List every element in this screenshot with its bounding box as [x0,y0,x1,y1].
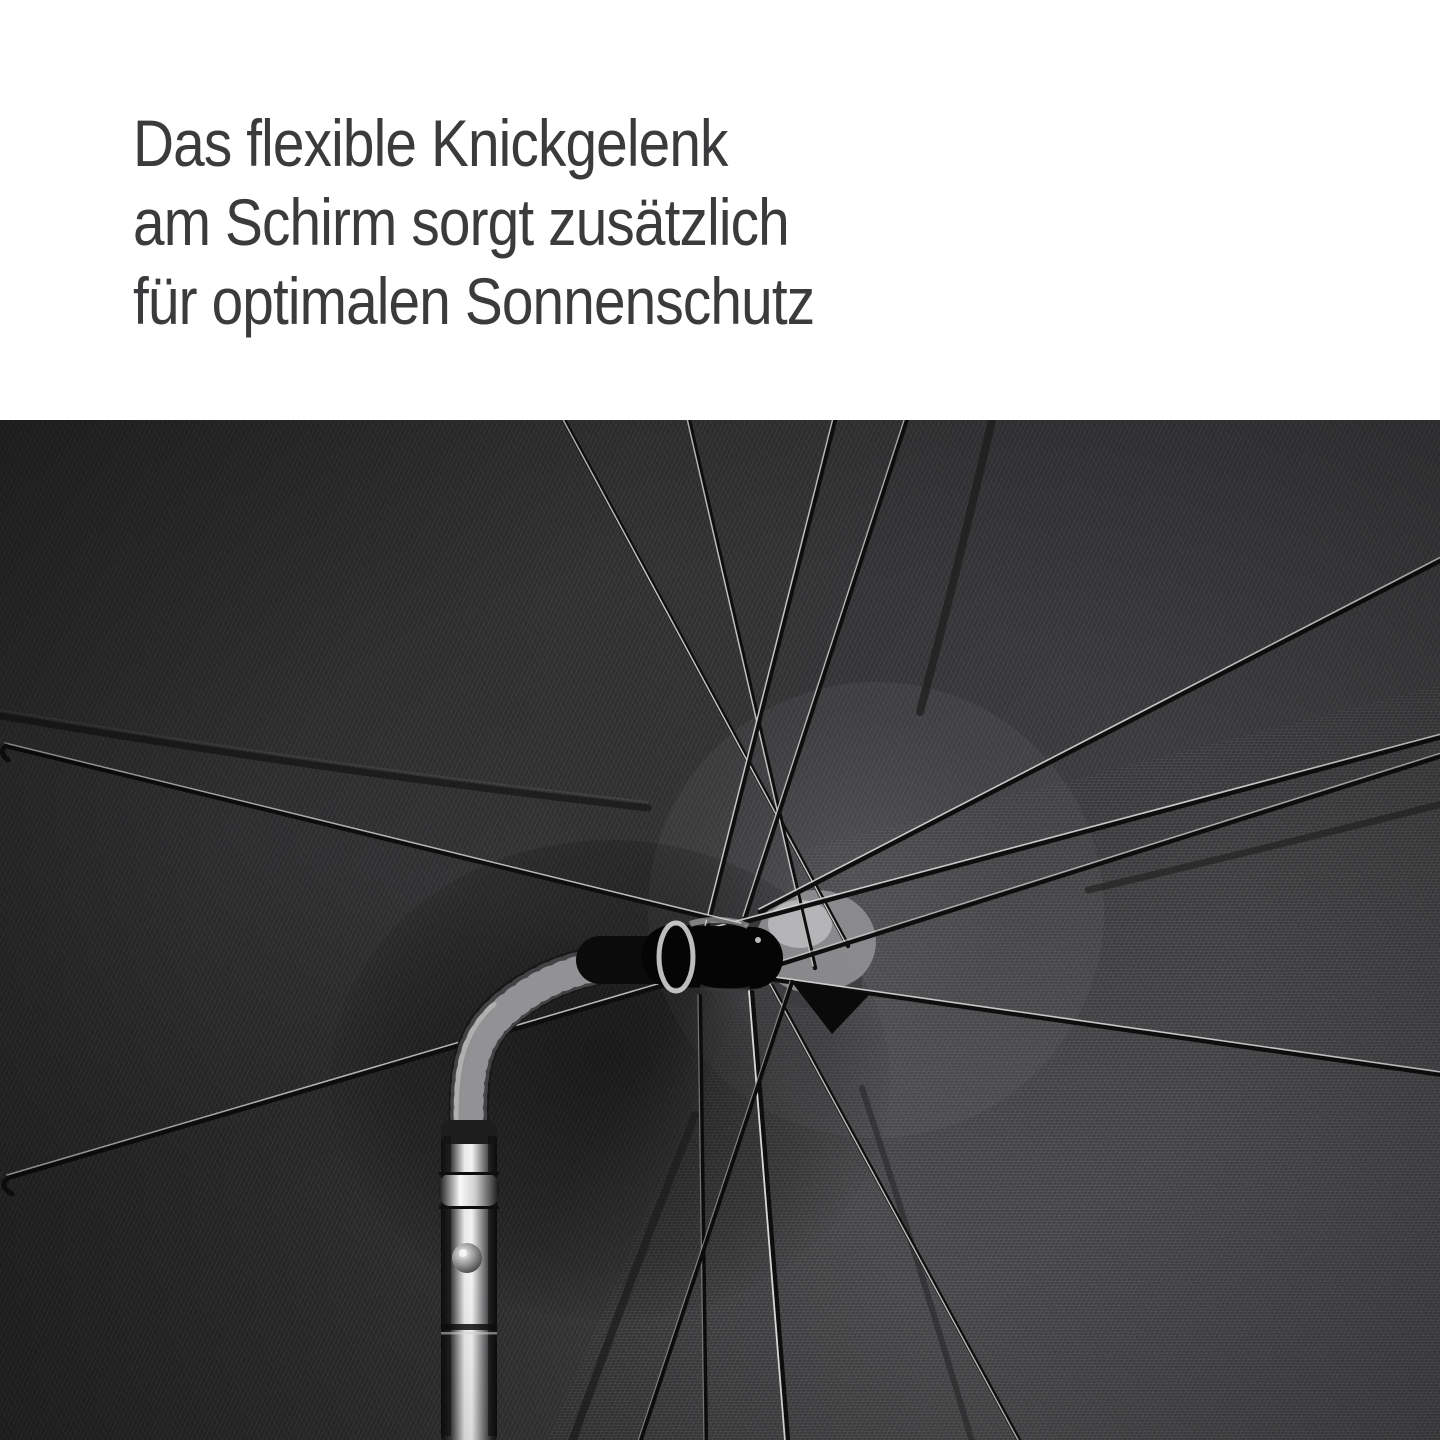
caption-line-3: für optimalen Sonnenschutz [133,264,815,338]
parasol-photo [0,420,1440,1440]
caption [133,104,814,341]
caption-line-1: Das flexible Knickgelenk [133,106,728,180]
caption-line-2: am Schirm sorgt zusätzlich [133,185,789,259]
photo-vignette [0,420,1440,1440]
